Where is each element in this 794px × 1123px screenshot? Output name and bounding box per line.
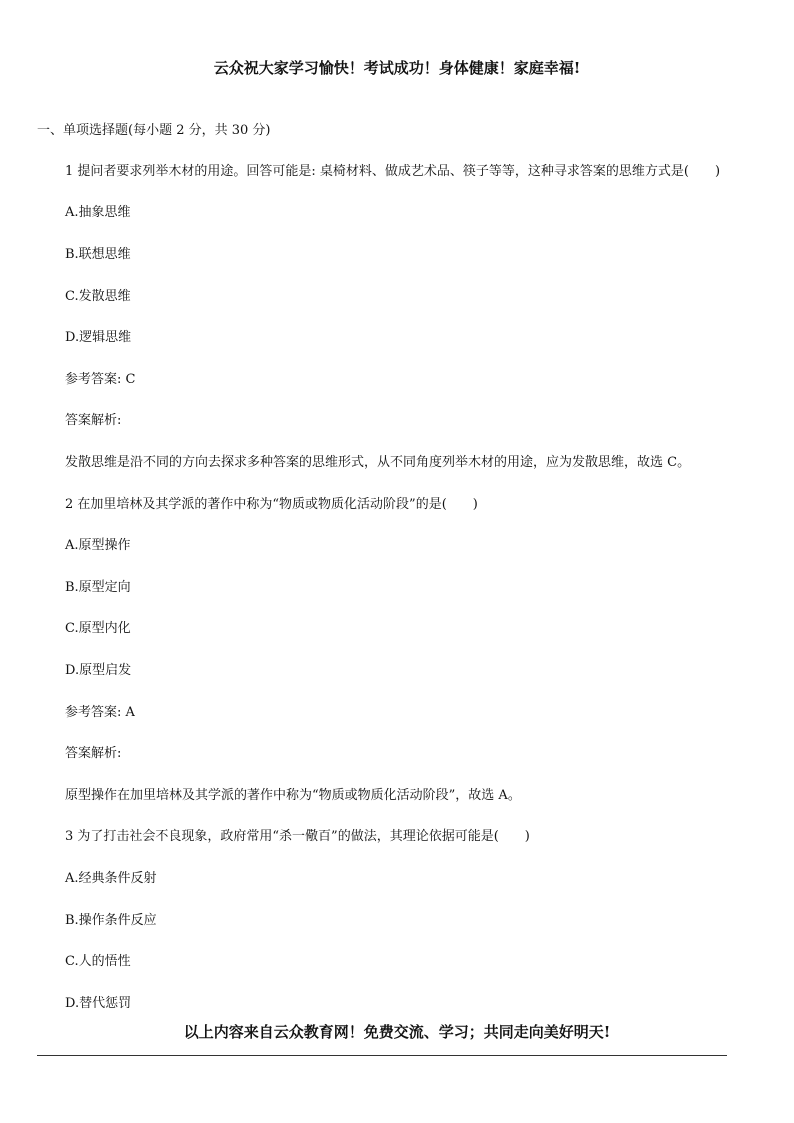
question-3-option-b: B.操作条件反应 bbox=[65, 913, 157, 928]
question-3-stem: 3 为了打击社会不良现象，政府常用“杀一儆百”的做法，其理论依据可能是( ) bbox=[65, 829, 530, 844]
question-1-stem: 1 提问者要求列举木材的用途。回答可能是: 桌椅材料、做成艺术品、筷子等等，这种寻求答案的思维方式是( ) bbox=[65, 164, 721, 179]
question-2-option-b: B.原型定向 bbox=[65, 580, 131, 595]
question-2-option-a: A.原型操作 bbox=[65, 538, 131, 553]
page-footer: 以上内容来自云众教育网！免费交流、学习；共同走向美好明天! bbox=[183, 1023, 611, 1041]
question-3-option-c: C.人的悟性 bbox=[65, 954, 131, 969]
question-1-option-b: B.联想思维 bbox=[65, 247, 131, 262]
question-1-option-a: A.抽象思维 bbox=[65, 205, 131, 220]
question-2-analysis: 原型操作在加里培林及其学派的著作中称为“物质或物质化活动阶段”，故选 A。 bbox=[65, 788, 521, 803]
question-3-option-d: D.替代惩罚 bbox=[65, 996, 132, 1011]
question-1-option-c: C.发散思维 bbox=[65, 289, 131, 304]
question-2-stem: 2 在加里培林及其学派的著作中称为“物质或物质化活动阶段”的是( ) bbox=[65, 497, 478, 512]
question-2-answer: 参考答案: A bbox=[65, 705, 135, 720]
question-2-option-d: D.原型启发 bbox=[65, 663, 132, 678]
question-1-option-d: D.逻辑思维 bbox=[65, 330, 132, 345]
question-3-option-a: A.经典条件反射 bbox=[65, 871, 157, 886]
page-header: 云众祝大家学习愉快！考试成功！身体健康！家庭幸福! bbox=[213, 59, 581, 77]
question-2-option-c: C.原型内化 bbox=[65, 621, 131, 636]
question-1-analysis: 发散思维是沿不同的方向去探求多种答案的思维形式，从不同角度列举木材的用途，应为发散思维，故选 C。 bbox=[65, 455, 691, 470]
question-1-answer: 参考答案: C bbox=[65, 372, 136, 387]
question-1-analysis-label: 答案解析: bbox=[65, 413, 122, 428]
footer-divider bbox=[37, 1055, 727, 1056]
section-title: 一、单项选择题(每小题 2 分，共 30 分) bbox=[37, 123, 271, 138]
question-2-analysis-label: 答案解析: bbox=[65, 746, 122, 761]
